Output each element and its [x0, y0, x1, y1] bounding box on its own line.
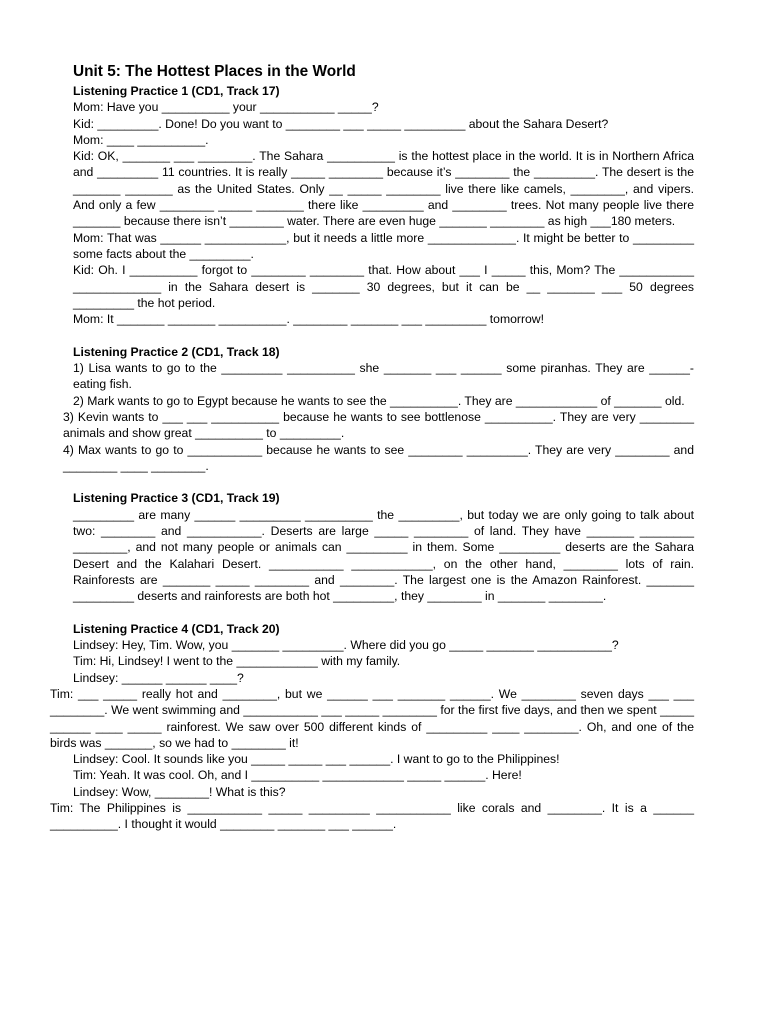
dialogue-line: Kid: _________. Done! Do you want to ________ ___ _____ _________ about the Sahara Desert?	[73, 116, 609, 131]
dialogue-line: Mom: It _______ _______ __________. ________ _______ ___ _________ tomorrow!	[73, 312, 544, 327]
listening-practice-2	[63, 344, 694, 474]
dialogue-line: Kid: OK, _______ ___ ________. The Sahara __________ is the hottest place in the world. It is in Northern Africa and _________ 11 countries. It is really _____ ________ because it’s ________ the _________. The desert is the _______ _______ as the United States. Only __ _____ ________ live there like camels, ________, and vipers. And only a few ________ _____ _______ there like _________ and ________ trees. Not many people live there _______ because there isn’t ________ water. There are even huge _______ ________ as high ___180 meters.	[73, 149, 694, 229]
dialogue-line: Lindsey: Cool. It sounds like you _____ _____ ___ ______. I want to go to the Philippines!	[73, 752, 560, 767]
section-heading: Listening Practice 2 (CD1, Track 18)	[73, 344, 280, 359]
dialogue-line: Mom: That was ______ ____________, but it needs a little more _____________. It might be better to _________ some facts about the _________.	[73, 230, 694, 261]
dialogue-line: Lindsey: Hey, Tim. Wow, you _______ _________. Where did you go _____ _______ ___________?	[73, 638, 619, 653]
dialogue-line: Lindsey: ______ ______ ____?	[73, 670, 244, 685]
dialogue-line: Kid: Oh. I __________ forgot to ________ ________ that. How about ___ I _____ this, Mom? The ___________ _____________ in the Sahara desert is _______ 30 degrees, but it can be __ _______ ___ 50 degrees _________ the hot period.	[73, 263, 694, 310]
dialogue-line: Mom: ____ __________.	[73, 132, 209, 147]
section-heading: Listening Practice 4 (CD1, Track 20)	[73, 621, 280, 636]
dialogue-line: Tim: Hi, Lindsey! I went to the ____________ with my family.	[73, 654, 401, 669]
dialogue-line: Tim: ___ _____ really hot and ________, but we ______ ___ _______ ______. We ________ seven days ___ ___ ________. We went swimming and ___________ ___ _____ ________ for the first five days, and then we spent _____ ______ ____ _____ rainforest. We saw over 500 different kinds of _________ ____ ________. Oh, and one of the birds was _______, so we had to ________ it!	[50, 686, 694, 750]
numbered-item: 3) Kevin wants to ___ ___ __________ because he wants to see bottlenose __________. They are very ________ animals and show great __________ to _________.	[63, 409, 694, 441]
listening-practice-1	[73, 83, 694, 327]
listening-practice-4	[50, 621, 694, 833]
numbered-item: 4) Max wants to go to ___________ because he wants to see ________ _________. They are very ________ and ________ ____ ________.	[63, 442, 694, 473]
page-title: Unit 5: The Hottest Places in the World	[73, 63, 356, 80]
section-heading: Listening Practice 3 (CD1, Track 19)	[73, 491, 280, 506]
section-heading: Listening Practice 1 (CD1, Track 17)	[73, 84, 280, 98]
dialogue-line: Lindsey: Wow, ________! What is this?	[73, 784, 286, 799]
paragraph: _________ are many ______ _________ __________ the _________, but today we are only going to talk about two: ________ and ___________. Deserts are large _____ ________ of land. They have _______ ________ ________, and not many people or animals can _________ in them. Some _________ deserts are the Sahara Desert and the Kalahari Desert. ___________ ____________, on the other hand, ________ lots of rain. Rainforests are _______ _____ ________ and ________. The largest one is the Amazon Rainforest. _______ _________ deserts and rainforests are both hot _________, they ________ in _______ ________.	[73, 507, 694, 604]
dialogue-line: Mom: Have you __________ your ___________ _____?	[73, 100, 379, 115]
listening-practice-3	[73, 490, 694, 604]
worksheet	[50, 62, 694, 833]
numbered-item: 2) Mark wants to go to Egypt because he wants to see the __________. They are ____________ of _______ old.	[73, 393, 685, 408]
numbered-item: 1) Lisa wants to go to the _________ __________ she _______ ___ ______ some piranhas. They are ______-eating fish.	[73, 361, 694, 392]
dialogue-line: Tim: The Philippines is ___________ _____ _________ ___________ like corals and ________. It is a ______ __________. I thought it would ________ _______ ___ ______.	[50, 801, 694, 832]
dialogue-line: Tim: Yeah. It was cool. Oh, and I __________ ____________ _____ ______. Here!	[73, 768, 522, 783]
